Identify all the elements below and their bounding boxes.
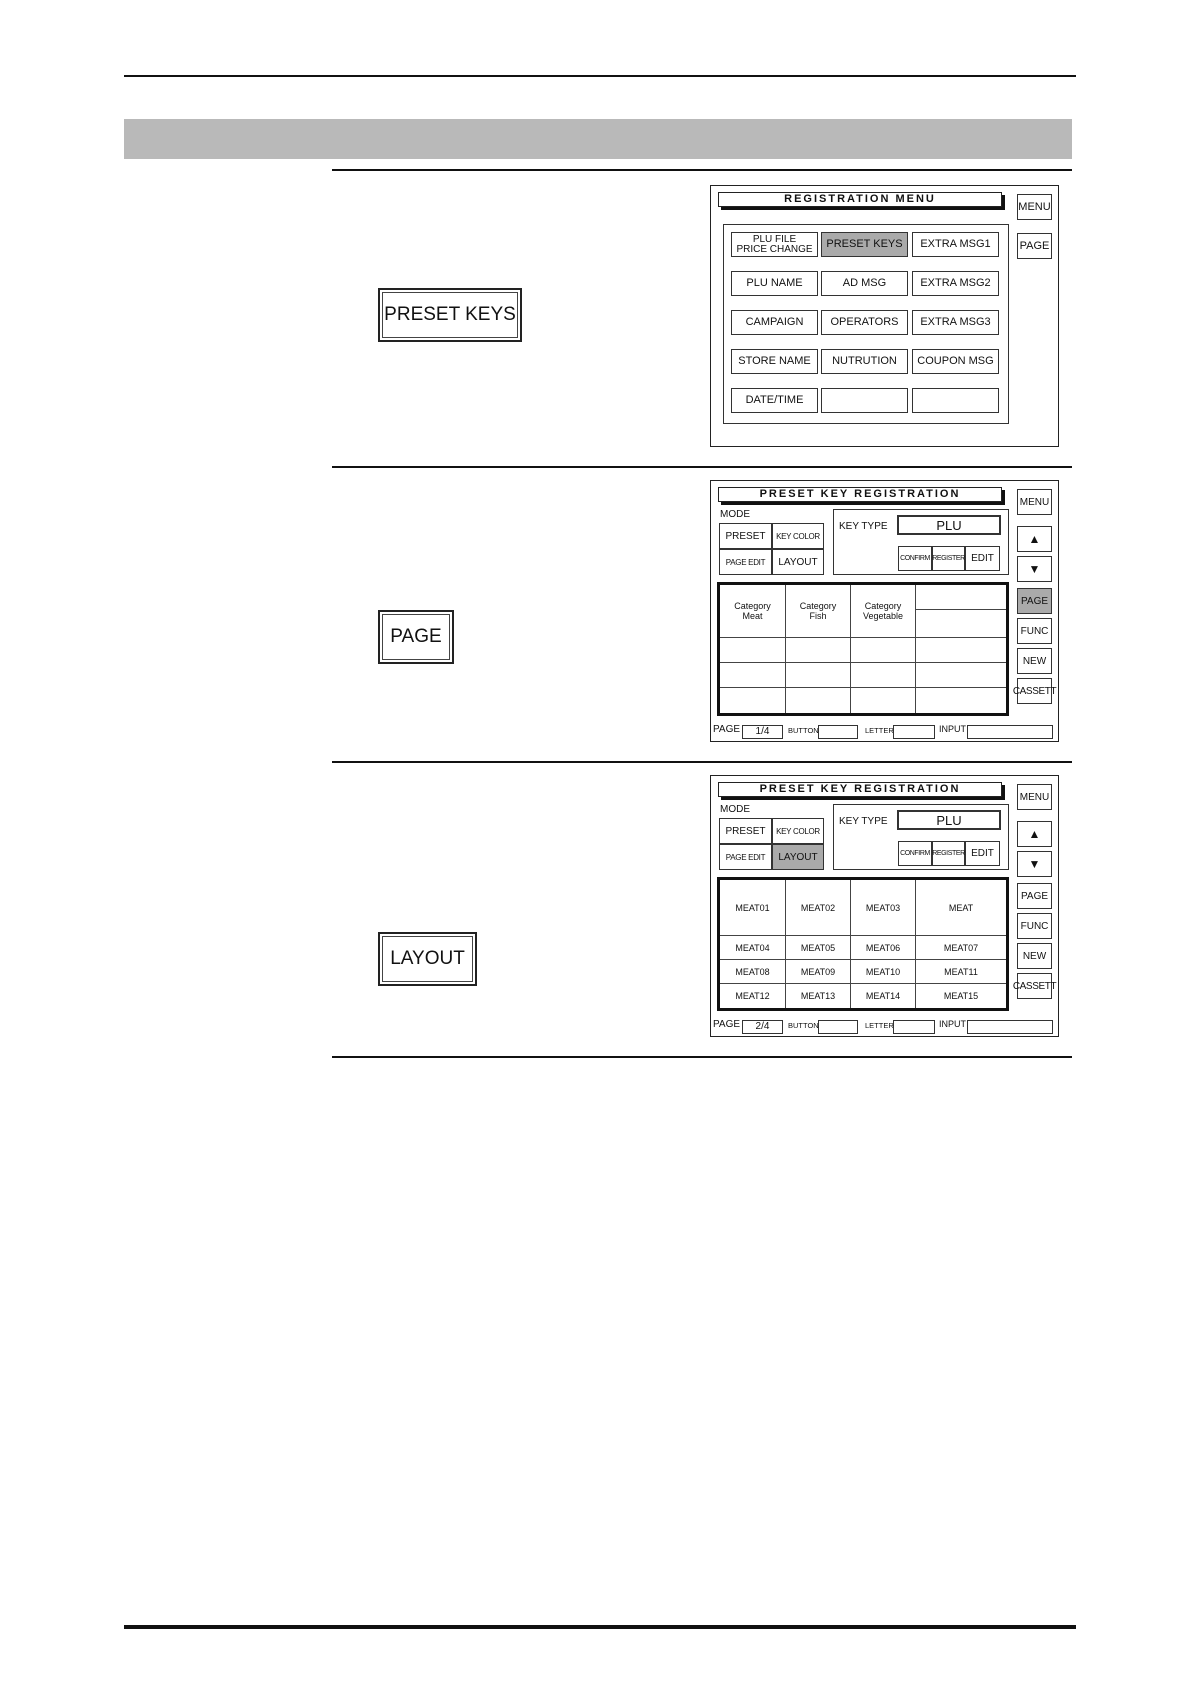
key-type-label: KEY TYPE [839, 816, 888, 827]
footer-letter-label: LETTER [865, 1021, 894, 1030]
preset-key-cell[interactable] [786, 663, 851, 688]
preset-key-cell[interactable]: MEAT08 [720, 960, 786, 984]
page-key-label: PAGE [390, 626, 442, 647]
top-rule [124, 75, 1076, 77]
preset-key-cell[interactable] [851, 638, 916, 663]
step-divider-1 [332, 169, 1072, 171]
cassett-button[interactable]: CASSETT [1017, 678, 1052, 704]
key-type-label: KEY TYPE [839, 521, 888, 532]
new-button[interactable]: NEW [1017, 648, 1052, 674]
mode-preset-button[interactable]: PRESET [719, 818, 772, 844]
preset-key-cell[interactable]: MEAT07 [916, 936, 1006, 960]
preset-keys-key[interactable] [378, 288, 522, 342]
confirm-button[interactable]: CONFIRM [898, 841, 932, 866]
layout-key[interactable] [378, 932, 477, 986]
preset-key-cell[interactable] [916, 638, 1006, 663]
confirm-button[interactable]: CONFIRM [898, 546, 932, 571]
preset-key-cell[interactable] [851, 688, 916, 713]
preset-key-cell[interactable]: MEAT09 [786, 960, 851, 984]
footer-input-field[interactable] [967, 1020, 1053, 1034]
up-arrow-button[interactable]: ▲ [1017, 821, 1052, 847]
screen-title: PRESET KEY REGISTRATION [718, 782, 1002, 797]
preset-key-cell[interactable]: Category Fish [786, 585, 851, 638]
footer-button-label: BUTTON [788, 726, 819, 735]
menu-item-store-name[interactable]: STORE NAME [731, 349, 818, 374]
menu-item-nutrution[interactable]: NUTRUTION [821, 349, 908, 374]
footer-input-label: INPUT [939, 1019, 966, 1029]
key-type-value[interactable]: PLU [897, 515, 1001, 535]
mode-key-color-button[interactable]: KEY COLOR [772, 818, 824, 844]
preset-key-grid [717, 582, 1009, 716]
preset-key-registration-screen [710, 775, 1059, 1037]
menu-item-extra-msg2[interactable]: EXTRA MSG2 [912, 271, 999, 296]
footer-button-field[interactable] [818, 1020, 858, 1034]
down-arrow-button[interactable]: ▼ [1017, 851, 1052, 877]
mode-preset-button[interactable]: PRESET [719, 523, 772, 549]
mode-label: MODE [720, 509, 750, 520]
menu-item-empty-14[interactable] [912, 388, 999, 413]
bottom-rule [124, 1625, 1076, 1629]
menu-button[interactable]: MENU [1017, 784, 1052, 810]
func-button[interactable]: FUNC [1017, 913, 1052, 939]
preset-key-cell[interactable]: MEAT03 [851, 880, 916, 936]
preset-key-cell[interactable]: MEAT05 [786, 936, 851, 960]
edit-button[interactable]: EDIT [965, 841, 1000, 866]
preset-key-registration-screen [710, 480, 1059, 742]
preset-key-cell[interactable] [720, 688, 786, 713]
menu-item-preset-keys[interactable]: PRESET KEYS [821, 232, 908, 257]
menu-item-operators[interactable]: OPERATORS [821, 310, 908, 335]
preset-key-cell[interactable]: Category Meat [720, 585, 786, 638]
footer-letter-field[interactable] [893, 1020, 935, 1034]
menu-item-ad-msg[interactable]: AD MSG [821, 271, 908, 296]
footer-button-field[interactable] [818, 725, 858, 739]
preset-key-cell[interactable] [916, 585, 1006, 638]
preset-key-cell[interactable] [786, 638, 851, 663]
menu-item-extra-msg3[interactable]: EXTRA MSG3 [912, 310, 999, 335]
preset-key-cell[interactable]: MEAT06 [851, 936, 916, 960]
menu-button[interactable]: MENU [1017, 489, 1052, 515]
preset-key-cell[interactable]: MEAT14 [851, 984, 916, 1008]
mode-page-edit-button[interactable]: PAGE EDIT [719, 844, 772, 870]
section-header-band [124, 119, 1072, 159]
mode-layout-button[interactable]: LAYOUT [772, 549, 824, 575]
preset-keys-key-label: PRESET KEYS [384, 304, 516, 325]
menu-item-coupon-msg[interactable]: COUPON MSG [912, 349, 999, 374]
page-button[interactable]: PAGE [1017, 233, 1052, 259]
preset-key-cell[interactable] [851, 663, 916, 688]
register-button[interactable]: REGISTER [932, 546, 965, 571]
page-button[interactable]: PAGE [1017, 588, 1052, 614]
menu-item-campaign[interactable]: CAMPAIGN [731, 310, 818, 335]
step-divider-4 [332, 1056, 1072, 1058]
down-arrow-button[interactable]: ▼ [1017, 556, 1052, 582]
layout-key-label: LAYOUT [390, 948, 465, 969]
mode-label: MODE [720, 804, 750, 815]
step-divider-3 [332, 761, 1072, 763]
preset-key-cell[interactable]: MEAT01 [720, 880, 786, 936]
screen-title: REGISTRATION MENU [718, 192, 1002, 207]
page-key[interactable] [378, 610, 454, 664]
func-button[interactable]: FUNC [1017, 618, 1052, 644]
mode-page-edit-button[interactable]: PAGE EDIT [719, 549, 772, 575]
preset-key-cell[interactable] [786, 688, 851, 713]
preset-key-cell[interactable] [720, 638, 786, 663]
up-arrow-button[interactable]: ▲ [1017, 526, 1052, 552]
key-type-value[interactable]: PLU [897, 810, 1001, 830]
menu-item-empty-13[interactable] [821, 388, 908, 413]
preset-key-cell[interactable]: MEAT10 [851, 960, 916, 984]
mode-key-color-button[interactable]: KEY COLOR [772, 523, 824, 549]
menu-item-date-time[interactable]: DATE/TIME [731, 388, 818, 413]
preset-key-grid [717, 877, 1009, 1011]
menu-item-plu-file-price-change[interactable]: PLU FILE PRICE CHANGE [731, 232, 818, 257]
preset-key-cell[interactable]: MEAT15 [943, 991, 979, 1001]
registration-menu-screen [710, 185, 1059, 447]
register-button[interactable]: REGISTER [932, 841, 965, 866]
footer-input-field[interactable] [967, 725, 1053, 739]
footer-page-label: PAGE [713, 1019, 741, 1030]
footer-page-value: 1/4 [742, 725, 783, 739]
preset-key-cell[interactable]: MEAT02 [786, 880, 851, 936]
preset-key-cell[interactable]: MEAT13 [786, 984, 851, 1008]
preset-key-cell[interactable] [916, 688, 1006, 713]
preset-key-cell[interactable] [720, 663, 786, 688]
mode-layout-button[interactable]: LAYOUT [772, 844, 824, 870]
page-button[interactable]: PAGE [1017, 883, 1052, 909]
screen-title: PRESET KEY REGISTRATION [718, 487, 1002, 502]
menu-item-plu-name[interactable]: PLU NAME [731, 271, 818, 296]
footer-input-label: INPUT [939, 724, 966, 734]
new-button[interactable]: NEW [1017, 943, 1052, 969]
footer-letter-field[interactable] [893, 725, 935, 739]
preset-key-cell[interactable]: MEAT11 [916, 960, 1006, 984]
menu-item-extra-msg1[interactable]: EXTRA MSG1 [912, 232, 999, 257]
cassett-button[interactable]: CASSETT [1017, 973, 1052, 999]
menu-button[interactable]: MENU [1017, 194, 1052, 220]
step-divider-2 [332, 466, 1072, 468]
preset-key-cell[interactable]: MEAT12 [720, 984, 786, 1008]
preset-key-cell[interactable] [916, 663, 1006, 688]
footer-page-value: 2/4 [742, 1020, 783, 1034]
preset-key-cell[interactable]: Category Vegetable [851, 585, 916, 638]
footer-button-label: BUTTON [788, 1021, 819, 1030]
footer-letter-label: LETTER [865, 726, 894, 735]
preset-key-cell[interactable]: MEAT04 [720, 936, 786, 960]
preset-key-cell[interactable]: MEAT [916, 880, 1006, 936]
edit-button[interactable]: EDIT [965, 546, 1000, 571]
footer-page-label: PAGE [713, 724, 741, 735]
